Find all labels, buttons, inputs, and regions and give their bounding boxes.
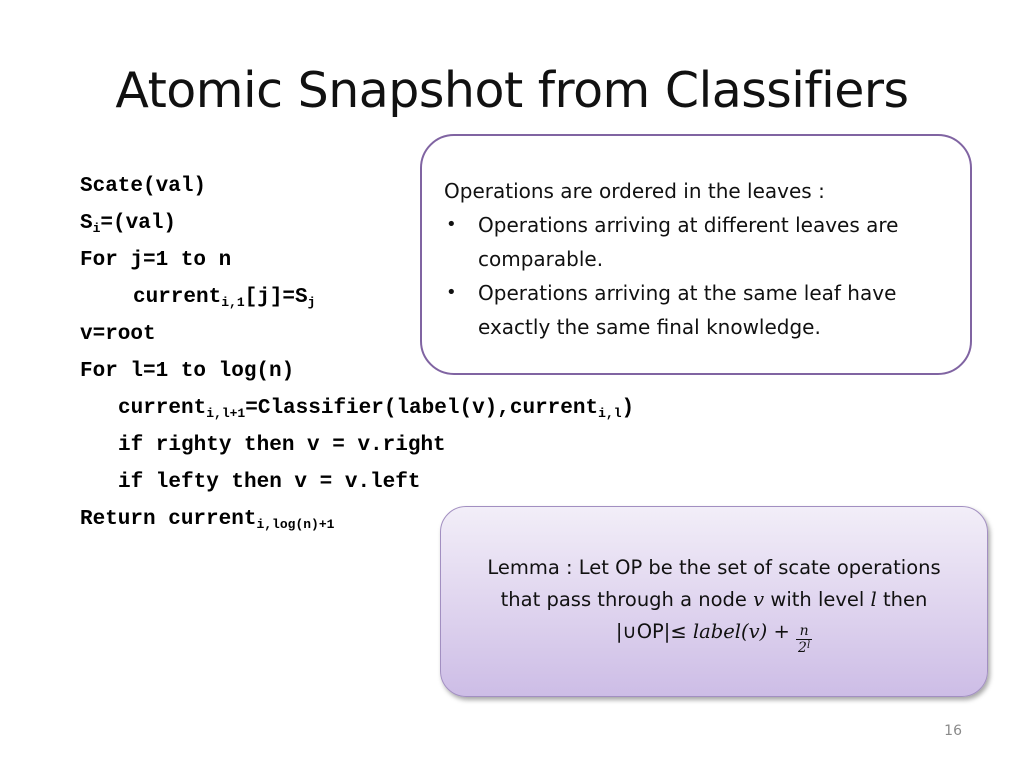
callout-heading: Operations are ordered in the leaves :: [444, 179, 825, 203]
code-text: current: [133, 286, 222, 309]
code-subscript: i: [92, 221, 101, 236]
code-text: For l=1 to log(n): [80, 360, 295, 383]
code-text: Scate(val): [80, 175, 207, 198]
lemma-line: [441, 616, 987, 656]
math-variable-l: l: [870, 588, 877, 611]
code-text: S: [80, 212, 93, 235]
code-text: v=root: [80, 323, 156, 346]
bullet-text: Operations arriving at different leaves are comparable.: [478, 213, 899, 271]
code-text: For j=1 to n: [80, 249, 232, 272]
bullet-text: Operations arriving at the same leaf have exactly the same final knowledge.: [478, 281, 897, 339]
lemma-text: then: [876, 588, 928, 611]
ordering-callout-box: [420, 134, 972, 375]
code-text: [j]=S: [244, 286, 308, 309]
denominator-exponent: l: [806, 640, 811, 651]
page-number: 16: [944, 723, 962, 739]
code-line: [80, 431, 634, 468]
callout-bullet: [444, 208, 950, 276]
denominator-base: 2: [798, 640, 807, 656]
code-subscript: j: [307, 295, 316, 310]
math-variable-v: v: [753, 588, 765, 611]
bullet-dot: •: [446, 214, 457, 235]
code-text: if lefty then v = v.left: [118, 471, 421, 494]
lemma-text: with level: [764, 588, 871, 611]
callout-bullet: [444, 276, 950, 344]
code-text: current: [118, 397, 207, 420]
code-line: [80, 468, 634, 505]
code-subscript: i,l+1: [206, 406, 246, 421]
code-subscript: i,l: [598, 406, 622, 421]
code-text: =(val): [100, 212, 177, 235]
code-text: =Classifier(label(v),current: [245, 397, 599, 420]
lemma-callout-box: [440, 506, 988, 697]
fraction-denominator: [796, 640, 812, 656]
code-subscript: i,log(n)+1: [256, 517, 335, 532]
slide-title: Atomic Snapshot from Classifiers: [115, 62, 909, 119]
lemma-line: Lemma : Let OP be the set of scate operations: [487, 556, 941, 579]
lemma-line: [441, 584, 987, 616]
fraction-numerator: n: [796, 623, 812, 640]
code-text: ): [621, 397, 635, 420]
code-subscript: i,1: [221, 295, 245, 310]
math-fraction: [796, 623, 812, 656]
code-line: [80, 394, 634, 431]
lemma-text: |∪OP|≤: [615, 620, 693, 643]
code-text: if righty then v = v.right: [118, 434, 446, 457]
code-text: Return current: [80, 508, 257, 531]
bullet-dot: •: [446, 282, 457, 303]
math-expression: label(v) +: [692, 620, 797, 643]
lemma-text: that pass through a node: [500, 588, 754, 611]
